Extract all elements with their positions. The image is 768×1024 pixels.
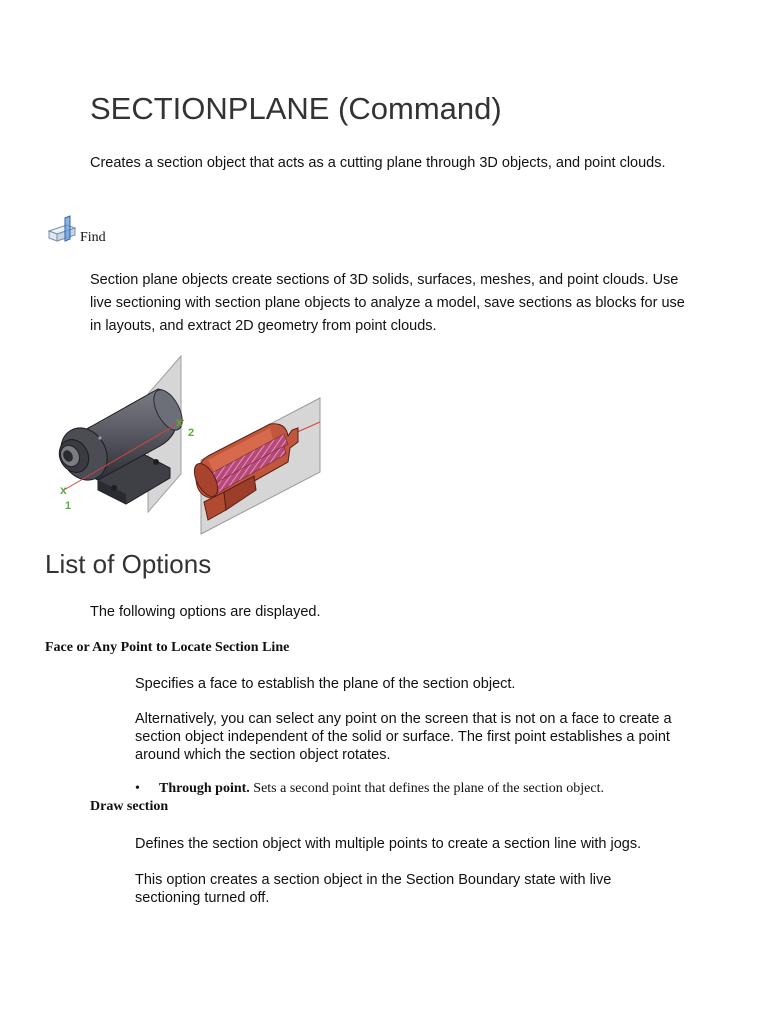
face-option-heading: Face or Any Point to Locate Section Line xyxy=(45,640,290,655)
overview-paragraph: Section plane objects create sections of 3D solids, surfaces, meshes, and point clouds. Use live sectioning with section plane objects to analyze a model, save sections as blocks for use in layouts, and extract 2D geometry from point clouds. xyxy=(90,272,685,334)
face-option-alternative: Alternatively, you can select any point on the screen that is not on a face to create a section object independent of the solid or surface. The first point establishes a point around which the section object rotates. xyxy=(135,711,672,763)
list-item-through-point xyxy=(135,781,735,797)
svg-text:1: 1 xyxy=(65,500,72,512)
svg-text:x: x xyxy=(176,415,183,429)
page-title: SECTIONPLANE (Command) xyxy=(90,91,502,126)
draw-section-description: Defines the section object with multiple points to create a section line with jogs. xyxy=(135,836,642,852)
svg-text:2: 2 xyxy=(188,427,195,439)
options-heading: List of Options xyxy=(45,549,212,579)
bullet-marker: • xyxy=(135,781,140,796)
face-option-description: Specifies a face to establish the plane of the section object. xyxy=(135,676,516,692)
bullet-term: Through point. xyxy=(159,781,250,796)
find-label[interactable]: Find xyxy=(80,230,106,245)
options-intro: The following options are displayed. xyxy=(90,604,321,620)
svg-text:x: x xyxy=(60,483,67,497)
find-link[interactable] xyxy=(46,214,166,248)
bullet-text: Sets a second point that defines the plane of the section object. xyxy=(249,781,604,796)
find-cube-icon xyxy=(46,214,78,246)
section-plane-illustration xyxy=(48,352,328,538)
intro-paragraph: Creates a section object that acts as a cutting plane through 3D objects, and point clouds. xyxy=(90,155,666,171)
draw-section-state-note: This option creates a section object in the Section Boundary state with live sectioning turned off. xyxy=(135,872,612,906)
draw-section-heading: Draw section xyxy=(90,799,169,814)
